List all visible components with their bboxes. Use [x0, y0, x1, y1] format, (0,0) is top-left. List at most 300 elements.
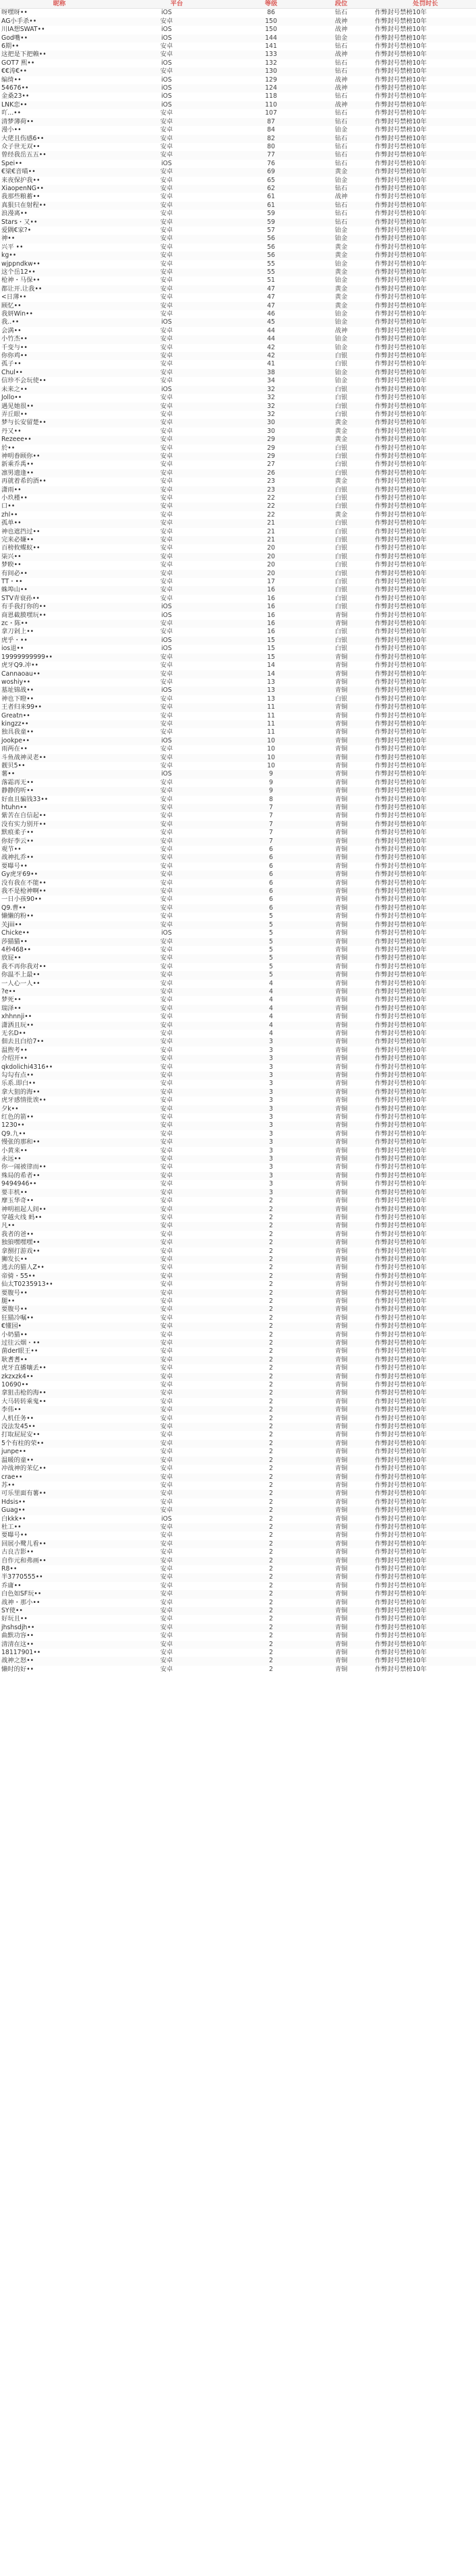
cell-level: 47 — [235, 302, 307, 310]
cell-rank: 白银 — [334, 695, 348, 703]
cell-level: 3 — [235, 1138, 307, 1146]
cell-platform: 安卓 — [160, 1381, 173, 1389]
cell-nickname: kg•• — [0, 252, 119, 260]
cell-level: 32 — [235, 403, 307, 411]
table-row — [0, 344, 476, 352]
cell-platform: 安卓 — [119, 51, 235, 59]
table-row — [0, 829, 476, 837]
cell-nickname: 遇见她很•• — [0, 403, 119, 411]
cell-punishment: 作弊封号禁榜10年 — [375, 510, 427, 519]
table-row — [0, 227, 476, 235]
cell-level: 3 — [269, 1180, 273, 1188]
cell-punishment: 作弊封号禁榜10年 — [375, 185, 476, 193]
cell-platform: 安卓 — [119, 971, 235, 979]
cell-punishment: 作弊封号禁榜10年 — [375, 821, 476, 829]
cell-level: 2 — [235, 1641, 307, 1649]
cell-platform: 安卓 — [160, 477, 173, 486]
cell-punishment: 作弊封号禁榜10年 — [375, 101, 476, 109]
cell-punishment: 作弊封号禁榜10年 — [375, 695, 427, 703]
cell-nickname: 观节•• — [1, 846, 22, 854]
table-row — [0, 276, 476, 285]
cell-nickname: Gy虎牙69•• — [0, 871, 119, 879]
cell-rank: 青铜 — [307, 1339, 375, 1347]
table-body — [0, 9, 476, 1674]
cell-punishment: 作弊封号禁榜10年 — [375, 1206, 476, 1214]
table-row — [0, 1314, 476, 1322]
cell-platform: 安卓 — [160, 510, 173, 519]
cell-punishment: 作弊封号禁榜10年 — [375, 469, 476, 477]
cell-nickname: 勾勾有点•• — [0, 1072, 119, 1080]
cell-punishment: 作弊封号禁榜10年 — [375, 419, 476, 427]
cell-rank: 青铜 — [334, 1615, 348, 1623]
cell-level: 124 — [235, 84, 307, 92]
cell-platform: 安卓 — [119, 252, 235, 260]
cell-platform: 安卓 — [160, 1564, 173, 1573]
cell-rank: 青铜 — [307, 821, 375, 829]
cell-platform: 安卓 — [160, 1615, 173, 1623]
cell-level: 42 — [235, 352, 307, 360]
cell-nickname: 你温不上最•• — [0, 971, 119, 979]
cell-rank: 青铜 — [334, 812, 348, 820]
table-row — [0, 1624, 476, 1632]
cell-level: 10 — [267, 761, 275, 769]
cell-rank: 钻石 — [334, 109, 348, 117]
cell-level: 107 — [265, 109, 277, 117]
cell-platform: 安卓 — [160, 1146, 173, 1154]
cell-punishment: 作弊封号禁榜10年 — [375, 1046, 427, 1054]
cell-rank: 青铜 — [307, 1072, 375, 1080]
cell-level: 129 — [265, 76, 277, 84]
cell-punishment: 作弊封号禁榜10年 — [375, 1029, 427, 1037]
cell-nickname: 漫小•• — [1, 126, 22, 134]
cell-punishment: 作弊封号禁榜10年 — [375, 1088, 476, 1096]
cell-nickname: 拿大狙的海•• — [0, 1088, 119, 1096]
cell-platform: 安卓 — [119, 1306, 235, 1314]
cell-punishment: 作弊封号禁榜10年 — [375, 326, 427, 334]
table-row — [0, 1666, 476, 1674]
cell-rank: 战神 — [334, 326, 348, 334]
cell-rank: 青铜 — [307, 1005, 375, 1013]
cell-platform: 安卓 — [160, 1665, 173, 1673]
cell-nickname: 川IA想SWAT•• — [1, 26, 45, 34]
cell-level: 132 — [265, 59, 277, 67]
cell-level: 6 — [235, 871, 307, 879]
cell-nickname: 凡•• — [0, 1222, 119, 1230]
cell-platform: iOS — [161, 611, 172, 619]
cell-nickname: 自作元和弗画•• — [0, 1557, 119, 1565]
table-row — [0, 42, 476, 51]
cell-level: 3 — [269, 1130, 273, 1138]
cell-rank: 黄金 — [334, 427, 348, 435]
cell-punishment: 作弊封号禁榜10年 — [375, 1448, 427, 1456]
table-row — [0, 477, 476, 486]
table-row — [0, 595, 476, 603]
cell-punishment: 作弊封号禁榜10年 — [375, 76, 427, 84]
cell-punishment: 作弊封号禁榜10年 — [375, 620, 476, 628]
cell-platform: 安卓 — [160, 193, 173, 201]
cell-level: 13 — [267, 678, 275, 686]
cell-nickname: Stars・又•• — [0, 218, 119, 227]
cell-level: 8 — [269, 795, 273, 803]
cell-platform: 安卓 — [160, 176, 173, 184]
header-platform: 平台 — [119, 0, 235, 9]
cell-nickname: 凛男遗逢•• — [0, 469, 119, 477]
cell-nickname: 清清在这•• — [0, 1641, 119, 1649]
cell-level: 2 — [269, 1515, 273, 1523]
cell-level: 3 — [269, 1080, 273, 1088]
cell-level: 5 — [235, 954, 307, 962]
cell-nickname: 再就着希的酒•• — [1, 477, 47, 486]
table-row — [0, 1632, 476, 1640]
cell-level: 21 — [267, 527, 275, 535]
cell-nickname: 苏•• — [1, 1481, 16, 1489]
cell-level: 82 — [235, 135, 307, 143]
cell-rank: 青铜 — [307, 1138, 375, 1146]
cell-nickname: 18117901•• — [1, 1649, 41, 1657]
table-row — [0, 544, 476, 552]
cell-level: 16 — [235, 586, 307, 594]
cell-punishment: 作弊封号禁榜10年 — [375, 838, 476, 846]
cell-nickname: 小黄来•• — [1, 1146, 28, 1154]
cell-rank: 黄金 — [307, 252, 375, 260]
cell-level: 80 — [267, 142, 275, 150]
cell-level: 59 — [267, 210, 275, 218]
cell-level: 6 — [269, 879, 273, 887]
cell-level: 55 — [267, 260, 275, 268]
cell-level: 3 — [269, 1163, 273, 1171]
cell-platform: iOS — [161, 645, 172, 653]
table-row — [0, 745, 476, 753]
cell-platform: 安卓 — [119, 1256, 235, 1264]
cell-platform: 安卓 — [160, 461, 173, 469]
cell-level: 13 — [267, 695, 275, 703]
cell-punishment: 作弊封号禁榜10年 — [375, 1564, 427, 1573]
cell-level: 2 — [235, 1272, 307, 1281]
cell-nickname: 靓贝5•• — [1, 761, 26, 769]
cell-platform: 安卓 — [160, 410, 173, 418]
cell-nickname: 王者归来99•• — [0, 703, 119, 711]
table-row — [0, 51, 476, 59]
header-punishment: 处罚时长 — [375, 0, 476, 9]
cell-level: 6 — [235, 904, 307, 912]
cell-rank: 铂金 — [334, 377, 348, 385]
cell-rank: 青铜 — [334, 1281, 348, 1289]
cell-nickname: 蛛埠山•• — [0, 586, 119, 594]
cell-punishment: 作弊封号禁榜10年 — [375, 252, 476, 260]
cell-nickname: 都让开.让我•• — [0, 285, 119, 293]
cell-rank: 青铜 — [334, 879, 348, 887]
cell-rank: 青铜 — [334, 896, 348, 904]
table-row — [0, 1641, 476, 1649]
cell-level: 2 — [269, 1347, 273, 1355]
cell-punishment: 作弊封号禁榜10年 — [375, 9, 427, 17]
cell-platform: 安卓 — [119, 904, 235, 912]
cell-level: 42 — [267, 343, 275, 351]
cell-level: 61 — [235, 202, 307, 210]
cell-platform: 安卓 — [160, 1063, 173, 1071]
table-row — [0, 1448, 476, 1456]
cell-platform: iOS — [161, 92, 172, 100]
table-row — [0, 1431, 476, 1439]
table-row — [0, 653, 476, 662]
cell-punishment: 作弊封号禁榜10年 — [375, 854, 476, 862]
cell-rank: 黄金 — [334, 510, 348, 519]
cell-rank: 青铜 — [334, 1029, 348, 1037]
cell-platform: 安卓 — [160, 1364, 173, 1372]
cell-platform: 安卓 — [119, 854, 235, 862]
table-row — [0, 101, 476, 109]
cell-punishment: 作弊封号禁榜10年 — [375, 410, 427, 418]
cell-level: 16 — [267, 611, 275, 619]
cell-nickname: 穿越火线 蚂•• — [1, 1213, 42, 1221]
cell-rank: 青铜 — [307, 1038, 375, 1046]
cell-punishment: 作弊封号禁榜10年 — [375, 1632, 427, 1640]
cell-punishment: 作弊封号禁榜10年 — [375, 1373, 476, 1381]
cell-platform: 安卓 — [119, 335, 235, 343]
cell-platform: 安卓 — [119, 1138, 235, 1146]
cell-punishment: 作弊封号禁榜10年 — [375, 1163, 427, 1171]
table-row — [0, 185, 476, 193]
cell-level: 4 — [269, 996, 273, 1004]
cell-punishment: 作弊封号禁榜10年 — [375, 1649, 427, 1657]
cell-nickname: 腿•• — [1, 1297, 16, 1305]
cell-platform: 安卓 — [160, 761, 173, 769]
cell-rank: 白银 — [334, 394, 348, 402]
cell-punishment: 作弊封号禁榜10年 — [375, 135, 476, 143]
cell-nickname: wjppndkw•• — [1, 260, 40, 268]
cell-rank: 铂金 — [334, 260, 348, 268]
cell-punishment: 作弊封号禁榜10年 — [375, 662, 427, 670]
table-row — [0, 1231, 476, 1239]
cell-nickname: 要曝号•• — [1, 1531, 28, 1540]
table-row — [0, 327, 476, 335]
table-row — [0, 1389, 476, 1397]
cell-level: 7 — [235, 804, 307, 812]
cell-punishment: 作弊封号禁榜10年 — [375, 343, 427, 351]
cell-nickname: junpe•• — [1, 1448, 26, 1456]
cell-rank: 青铜 — [307, 670, 375, 678]
cell-platform: 安卓 — [160, 945, 173, 954]
cell-rank: 青铜 — [334, 1130, 348, 1138]
cell-rank: 青铜 — [307, 1406, 375, 1414]
cell-level: 55 — [235, 268, 307, 276]
table-row — [0, 1573, 476, 1581]
cell-rank: 青铜 — [334, 1063, 348, 1071]
cell-rank: 白银 — [307, 553, 375, 561]
cell-platform: 安卓 — [119, 1206, 235, 1214]
cell-nickname: God嘴•• — [0, 34, 119, 42]
cell-platform: 安卓 — [160, 1330, 173, 1339]
cell-punishment: 作弊封号禁榜10年 — [375, 887, 476, 896]
cell-nickname: LNK恋•• — [0, 101, 119, 109]
table-row — [0, 804, 476, 812]
cell-level: 32 — [267, 394, 275, 402]
table-row — [0, 821, 476, 829]
table-row — [0, 871, 476, 879]
cell-punishment: 作弊封号禁榜10年 — [375, 18, 476, 26]
cell-platform: 安卓 — [119, 1590, 235, 1598]
cell-rank: 青铜 — [307, 1523, 375, 1531]
cell-platform: iOS — [161, 159, 172, 167]
table-row — [0, 285, 476, 293]
cell-level: 23 — [235, 486, 307, 494]
cell-punishment: 作弊封号禁榜10年 — [375, 1573, 476, 1581]
cell-rank: 青铜 — [307, 1356, 375, 1364]
cell-rank: 黄金 — [334, 477, 348, 486]
cell-punishment: 作弊封号禁榜10年 — [375, 745, 427, 753]
cell-nickname: 小玖槿•• — [1, 494, 28, 502]
cell-rank: 青铜 — [307, 1590, 375, 1598]
cell-rank: 青铜 — [334, 1381, 348, 1389]
cell-level: 2 — [235, 1523, 307, 1531]
table-row — [0, 143, 476, 151]
cell-platform: iOS — [161, 76, 172, 84]
cell-platform: 安卓 — [160, 109, 173, 117]
cell-nickname: 半3770555•• — [0, 1573, 119, 1581]
cell-platform: iOS — [119, 737, 235, 745]
cell-platform: 安卓 — [119, 1189, 235, 1197]
cell-punishment: 作弊封号禁榜10年 — [375, 829, 427, 837]
cell-rank: 白银 — [307, 536, 375, 544]
table-header — [0, 0, 476, 9]
cell-punishment: 作弊封号禁榜10年 — [375, 1581, 427, 1589]
cell-rank: 青铜 — [307, 1306, 375, 1314]
cell-platform: 安卓 — [160, 1080, 173, 1088]
cell-punishment: 作弊封号禁榜10年 — [375, 1607, 476, 1615]
cell-punishment: 作弊封号禁榜10年 — [375, 42, 427, 51]
header-row — [0, 0, 476, 9]
table-row — [0, 352, 476, 360]
cell-platform: 安卓 — [119, 436, 235, 444]
table-row — [0, 703, 476, 711]
cell-rank: 钻石 — [307, 151, 375, 159]
cell-level: 4 — [269, 979, 273, 987]
table-row — [0, 570, 476, 578]
cell-punishment: 作弊封号禁榜10年 — [375, 1598, 427, 1606]
cell-punishment: 作弊封号禁榜10年 — [375, 1548, 427, 1556]
cell-rank: 白银 — [307, 502, 375, 510]
cell-rank: 青铜 — [334, 728, 348, 736]
cell-level: 4 — [235, 1022, 307, 1030]
cell-punishment: 作弊封号禁榜10年 — [375, 611, 427, 619]
cell-nickname: 独具我童•• — [1, 728, 34, 736]
cell-level: 15 — [235, 653, 307, 662]
cell-rank: 青铜 — [307, 1289, 375, 1297]
cell-nickname: 斗鱼战神灵老•• — [0, 754, 119, 762]
cell-level: 2 — [269, 1247, 273, 1255]
cell-nickname: 可乐里面有薯•• — [0, 1490, 119, 1498]
cell-rank: 青铜 — [334, 1448, 348, 1456]
table-row — [0, 1331, 476, 1339]
cell-rank: 青铜 — [334, 1046, 348, 1054]
cell-level: 30 — [267, 427, 275, 435]
table-row — [0, 1415, 476, 1423]
cell-level: 3 — [235, 1189, 307, 1197]
cell-rank: 青铜 — [334, 1297, 348, 1305]
table-row — [0, 1281, 476, 1289]
cell-level: 62 — [235, 185, 307, 193]
cell-level: 6 — [269, 846, 273, 854]
cell-platform: 安卓 — [119, 1239, 235, 1247]
cell-nickname: 介绍开•• — [0, 1055, 119, 1063]
cell-punishment: 作弊封号禁榜10年 — [375, 452, 476, 461]
cell-punishment: 作弊封号禁榜10年 — [375, 394, 427, 402]
cell-nickname: 神也下瞪•• — [1, 695, 34, 703]
cell-rank: 青铜 — [307, 1172, 375, 1180]
cell-level: 3 — [235, 1072, 307, 1080]
table-row — [0, 1582, 476, 1590]
cell-rank: 青铜 — [334, 945, 348, 954]
cell-rank: 青铜 — [334, 1515, 348, 1523]
cell-punishment: 作弊封号禁榜10年 — [375, 26, 427, 34]
cell-punishment: 作弊封号禁榜10年 — [375, 218, 476, 227]
cell-level: 6 — [235, 887, 307, 896]
cell-punishment: 作弊封号禁榜10年 — [375, 1314, 427, 1322]
cell-level: 2 — [235, 1557, 307, 1565]
cell-level: 2 — [235, 1590, 307, 1598]
table-row — [0, 76, 476, 84]
cell-platform: 安卓 — [119, 302, 235, 310]
table-row — [0, 854, 476, 862]
cell-nickname: 李伟•• — [0, 1406, 119, 1414]
cell-punishment: 作弊封号禁榜10年 — [375, 1557, 476, 1565]
cell-punishment: 作弊封号禁榜10年 — [375, 360, 427, 368]
cell-nickname: 口•• — [0, 502, 119, 510]
table-row — [0, 1356, 476, 1364]
table-row — [0, 1272, 476, 1281]
cell-platform: iOS — [161, 9, 172, 17]
table-row — [0, 929, 476, 937]
cell-rank: 青铜 — [334, 1598, 348, 1606]
cell-punishment: 作弊封号禁榜10年 — [375, 988, 476, 996]
cell-punishment: 作弊封号禁榜10年 — [375, 1080, 427, 1088]
table-row — [0, 1339, 476, 1347]
table-row — [0, 1180, 476, 1188]
cell-platform: 安卓 — [119, 1272, 235, 1281]
cell-platform: 安卓 — [119, 1473, 235, 1482]
cell-nickname: 会满•• — [1, 326, 22, 334]
cell-nickname: 狮发长•• — [0, 1256, 119, 1264]
cell-punishment: 作弊封号禁榜10年 — [375, 594, 427, 602]
cell-punishment: 作弊封号禁榜10年 — [375, 276, 427, 285]
cell-nickname: 小奶猫•• — [1, 1330, 28, 1339]
cell-punishment: 作弊封号禁榜10年 — [375, 945, 427, 954]
cell-level: 14 — [267, 662, 275, 670]
cell-nickname: 白kkk•• — [1, 1515, 26, 1523]
cell-level: 2 — [269, 1281, 273, 1289]
cell-rank: 青铜 — [307, 620, 375, 628]
cell-platform: 安卓 — [160, 1096, 173, 1105]
table-row — [0, 461, 476, 469]
cell-rank: 白银 — [334, 544, 348, 552]
cell-level: 16 — [267, 628, 275, 636]
cell-rank: 铂金 — [334, 310, 348, 318]
cell-rank: 铂金 — [307, 318, 375, 326]
cell-nickname: 乔庸•• — [1, 1581, 22, 1589]
table-row — [0, 202, 476, 210]
cell-nickname: 梦死•• — [1, 996, 22, 1004]
table-row — [0, 1113, 476, 1121]
cell-platform: iOS — [161, 59, 172, 67]
cell-punishment: 作弊封号禁榜10年 — [375, 962, 427, 970]
table-row — [0, 620, 476, 628]
cell-nickname: 19999999999•• — [0, 653, 119, 662]
cell-level: 61 — [267, 193, 275, 201]
cell-nickname: 夕k•• — [0, 1105, 119, 1113]
cell-nickname: 独狼嘿嘿嘿•• — [0, 1239, 119, 1247]
table-row — [0, 9, 476, 18]
cell-punishment: 作弊封号禁榜10年 — [375, 202, 476, 210]
